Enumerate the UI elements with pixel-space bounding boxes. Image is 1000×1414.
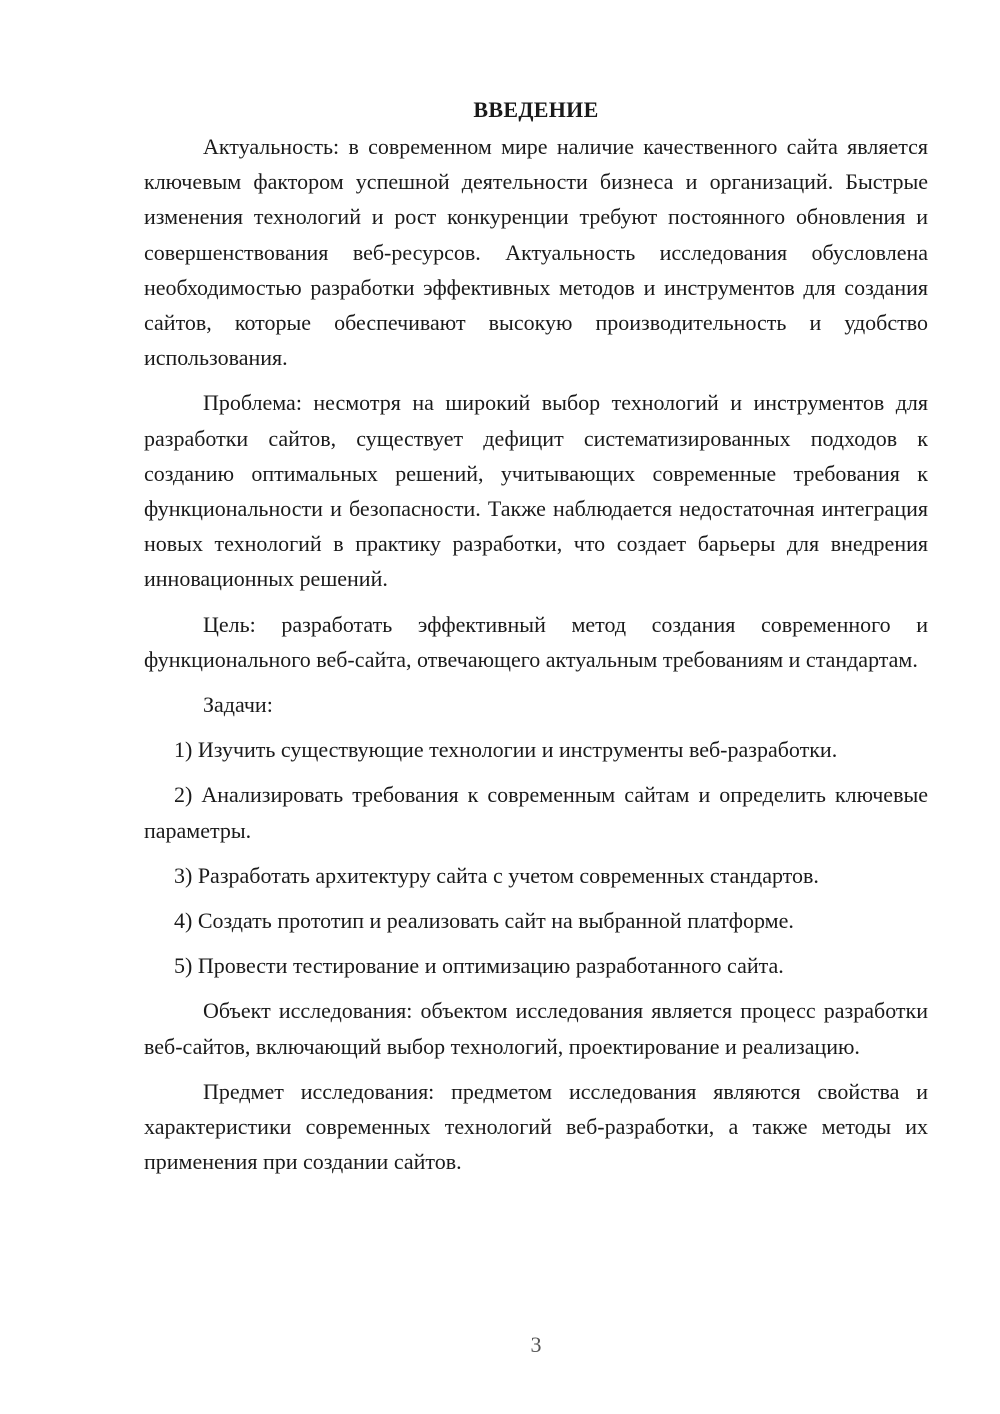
- task-item: 2) Анализировать требования к современным сайтам и определить ключевые параметры.: [144, 782, 928, 843]
- task-item: 3) Разработать архитектуру сайта с учетом современных стандартов.: [174, 862, 819, 888]
- task-item: 4) Создать прототип и реализовать сайт на выбранной платформе.: [174, 908, 794, 934]
- page-number: 3: [530, 1332, 542, 1357]
- paragraph-goal: Цель: разработать эффективный метод создания современного и функционального веб-сайта, отвечающего актуальным требованиям и стандартам.: [144, 611, 928, 672]
- task-item: 5) Провести тестирование и оптимизацию разработанного сайта.: [174, 953, 784, 979]
- paragraph-subject: Предмет исследования: предметом исследования являются свойства и характеристики современных технологий веб-разработки, а также методы их применения при создании сайтов.: [144, 1078, 928, 1175]
- paragraph-object: Объект исследования: объектом исследования является процесс разработки веб-сайтов, включающий выбор технологий, проектирование и реализацию.: [144, 998, 928, 1059]
- tasks-heading: Задачи:: [203, 692, 273, 718]
- document-page: [144, 92, 928, 1189]
- section-title: ВВЕДЕНИЕ: [473, 97, 599, 122]
- paragraph-relevance: Актуальность: в современном мире наличие качественного сайта является ключевым фактором успешной деятельности бизнеса и организаций. Быстрые изменения технологий и рост конкуренции требуют постоянного обновления и совершенствования веб-ресурсов. Актуальность исследования обусловлена необходимостью разработки эффективных методов и инструментов для создания сайтов, которые обеспечивают высокую производительность и удобство использования.: [144, 134, 928, 371]
- task-item: 1) Изучить существующие технологии и инструменты веб-разработки.: [174, 737, 838, 763]
- paragraph-problem: Проблема: несмотря на широкий выбор технологий и инструментов для разработки сайтов, существует дефицит систематизированных подходов к созданию оптимальных решений, учитывающих современные требования к функциональности и безопасности. Также наблюдается недостаточная интеграция новых технологий в практику разработки, что создает барьеры для внедрения инновационных решений.: [144, 390, 928, 592]
